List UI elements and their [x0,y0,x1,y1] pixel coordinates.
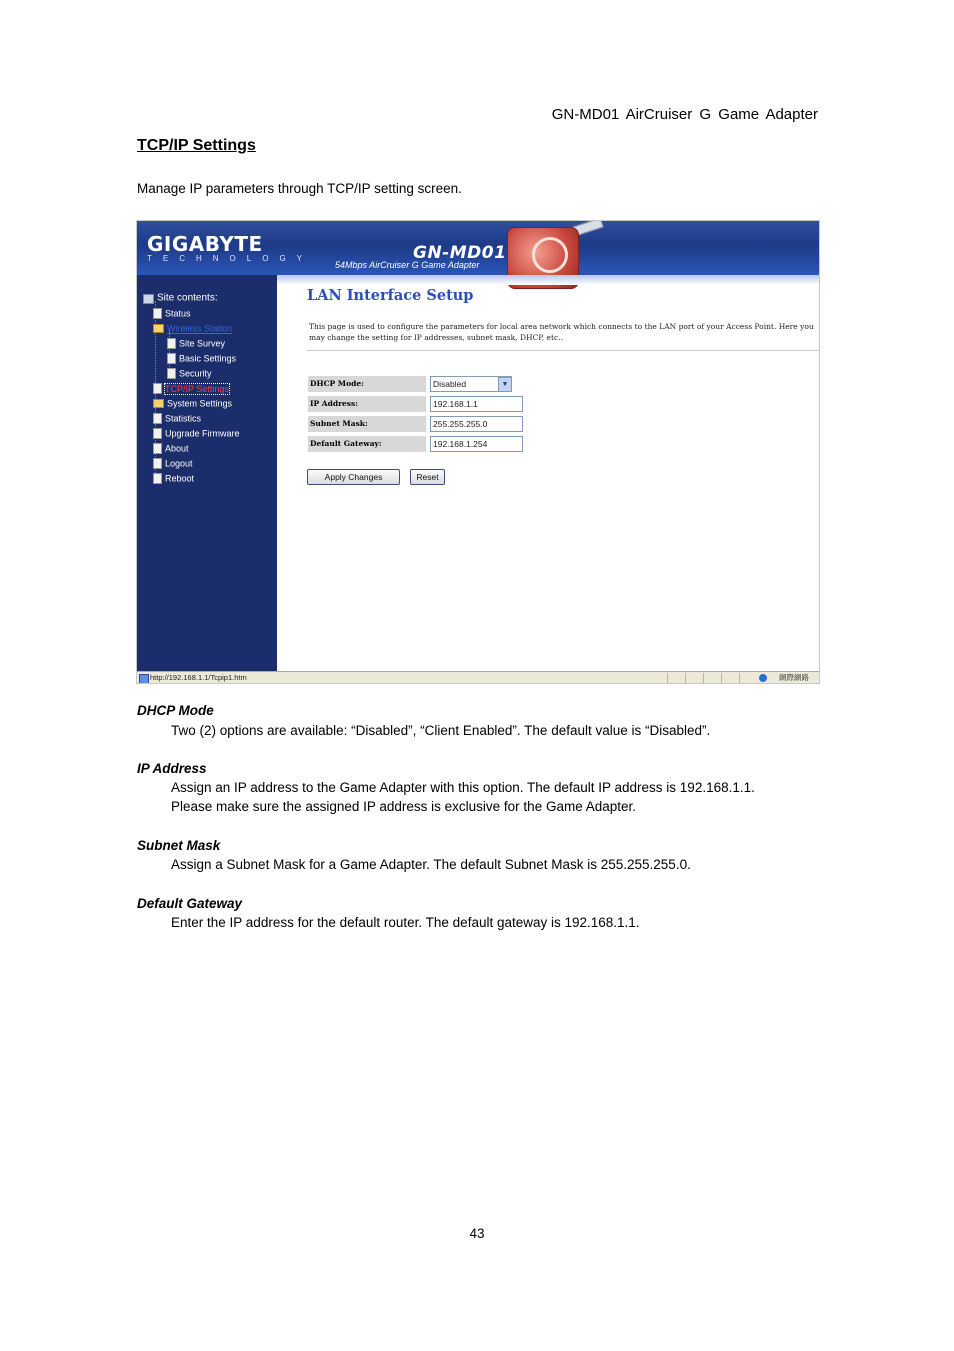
sidebar-item-upgrade-firmware[interactable]: Upgrade Firmware [153,426,240,440]
ip-address-input[interactable]: 192.168.1.1 [430,396,523,412]
banner [137,221,819,275]
default-gateway-text: Enter the IP address for the default router. The default gateway is 192.168.1.1. [171,915,640,930]
sidebar [137,275,277,671]
chevron-down-icon[interactable]: ▼ [498,377,512,392]
page-icon [153,413,162,424]
status-separator [721,673,722,683]
subnet-mask-input[interactable]: 255.255.255.0 [430,416,523,432]
folder-icon [153,399,164,408]
section-title: TCP/IP Settings [137,137,256,154]
router-ui-screenshot [136,220,820,684]
ip-address-text-2: Please make sure the assigned IP address is exclusive for the Game Adapter. [171,799,637,814]
page-icon [167,353,176,364]
default-gateway-label: Default Gateway: [308,436,426,452]
subnet-mask-row [308,416,518,432]
ip-address-text-1: Assign an IP address to the Game Adapter with this option. The default IP address is 192.168.1.1. [171,780,755,795]
page-icon [153,473,162,484]
sidebar-item-statistics[interactable]: Statistics [153,411,201,425]
apply-changes-button[interactable]: Apply Changes [307,469,400,485]
header-gradient [277,275,819,285]
status-bar [137,671,819,684]
subnet-mask-label: Subnet Mask: [308,416,426,432]
globe-icon [759,674,767,682]
sidebar-item-security[interactable]: Security [167,366,212,380]
status-separator [685,673,686,683]
subnet-mask-text: Assign a Subnet Mask for a Game Adapter. The default Subnet Mask is 255.255.255.0. [171,857,691,872]
sidebar-item-wireless-station[interactable]: Wireless Station [153,321,232,335]
model-subtitle: 54Mbps AirCruiser G Game Adapter [335,260,480,270]
document-header: GN-MD01 AirCruiser G Game Adapter [551,106,818,123]
security-zone: 網際網路 [779,673,809,682]
page-icon [153,443,162,454]
dhcp-mode-label: DHCP Mode: [308,376,426,392]
sidebar-item-reboot[interactable]: Reboot [153,471,194,485]
intro-text: Manage IP parameters through TCP/IP setting screen. [137,181,462,196]
status-url: http://192.168.1.1/Tcpip1.htm [150,673,247,682]
status-separator [703,673,704,683]
sidebar-item-status[interactable]: Status [153,306,191,320]
default-gateway-heading: Default Gateway [137,896,243,911]
reset-button[interactable]: Reset [410,469,445,485]
dhcp-mode-heading: DHCP Mode [137,703,214,718]
brand-logo: GIGABYTE [147,232,263,256]
page-number: 43 [469,1226,485,1241]
sidebar-item-basic-settings[interactable]: Basic Settings [167,351,236,365]
page-icon [153,383,162,394]
main-content [277,285,819,671]
sidebar-item-tcpip-settings[interactable]: TCP/IP Settings [153,381,229,395]
dhcp-mode-row [308,376,518,392]
page-icon [139,674,149,684]
page-icon [153,308,162,319]
site-icon [143,294,154,304]
ip-address-row [308,396,518,412]
model-name: GN-MD01 [413,243,507,263]
status-separator [667,673,668,683]
sidebar-item-site-survey[interactable]: Site Survey [167,336,225,350]
status-separator [739,673,740,683]
folder-open-icon [153,324,164,333]
sidebar-item-logout[interactable]: Logout [153,456,193,470]
ip-address-heading: IP Address [137,761,207,776]
page-icon [153,458,162,469]
default-gateway-input[interactable]: 192.168.1.254 [430,436,523,452]
page-icon [153,428,162,439]
dhcp-mode-select[interactable]: Disabled [430,376,512,392]
divider [307,350,819,351]
subnet-mask-heading: Subnet Mask [137,838,221,853]
page-title: LAN Interface Setup [307,287,474,304]
sidebar-item-system-settings[interactable]: System Settings [153,396,232,410]
ip-address-label: IP Address: [308,396,426,412]
page-icon [167,338,176,349]
page-description: This page is used to configure the parameters for local area network which connects to the LAN port of your Access Point. Here you may change the setting for IP addresses, subnet mask, DHCP, etc.. [309,322,814,342]
default-gateway-row [308,436,518,452]
brand-subtitle: TECHNOLOGY [147,254,314,263]
device-logo-ring [532,237,568,273]
tree-root: Site contents: [143,291,218,305]
page-icon [167,368,176,379]
dhcp-mode-text: Two (2) options are available: “Disabled”, “Client Enabled”. The default value is “Disabled”. [171,723,711,738]
sidebar-item-about[interactable]: About [153,441,189,455]
